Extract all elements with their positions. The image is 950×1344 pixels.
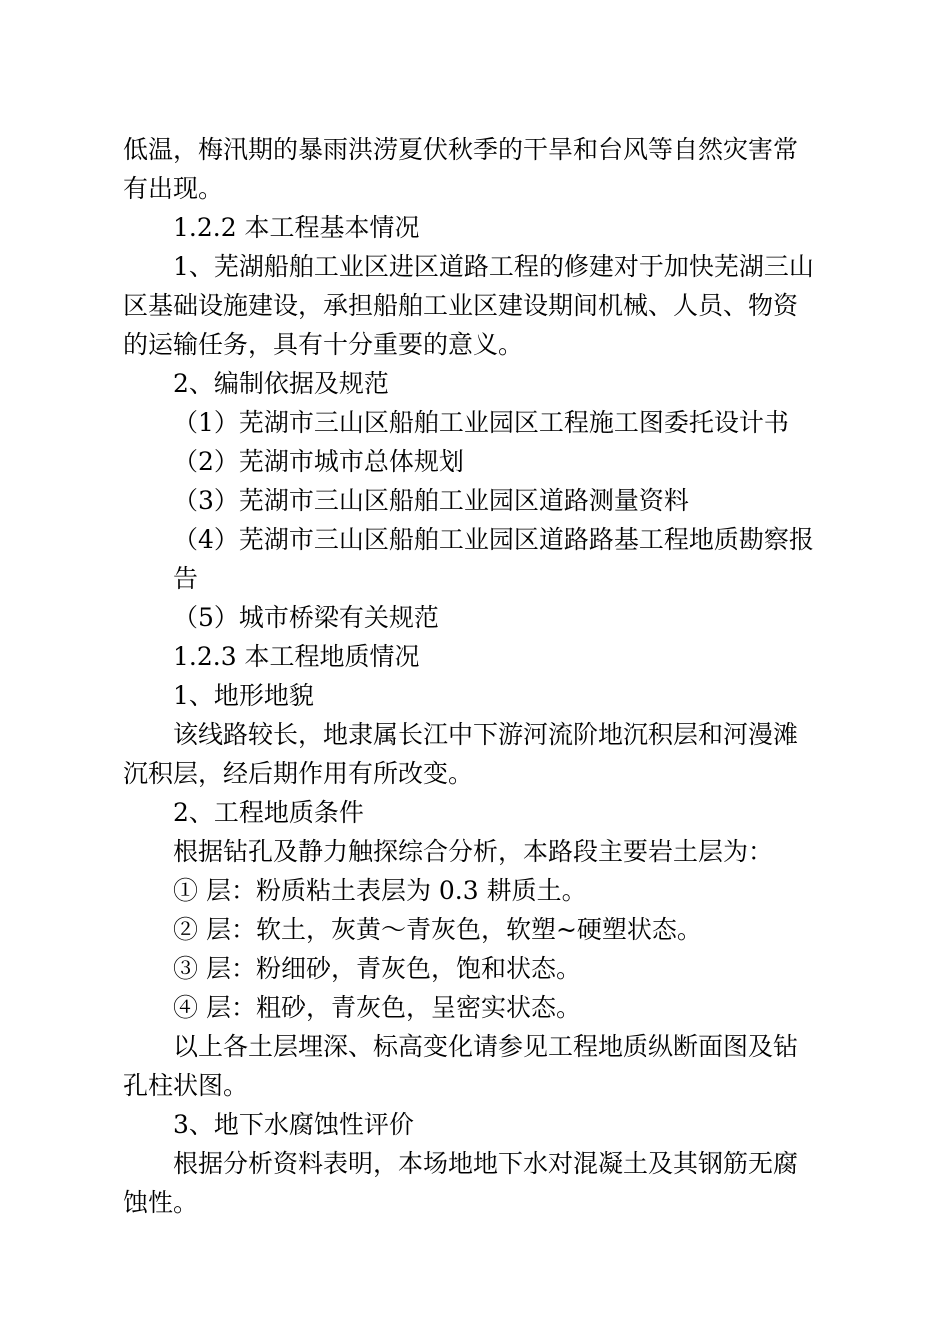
text-line: 1、地形地貌 <box>173 681 314 710</box>
text-line: 根据钻孔及静力触探综合分析，本路段主要岩土层为： <box>173 837 774 866</box>
text-line: 1.2.3 本工程地质情况 <box>173 642 420 671</box>
text-line: （1）芜湖市三山区船舶工业园区工程施工图委托设计书 <box>173 408 789 437</box>
text-line: 根据分析资料表明，本场地地下水对混凝土及其钢筋无腐 <box>173 1149 799 1178</box>
text-line: （5）城市桥梁有关规范 <box>173 603 439 632</box>
text-line: 沉积层，经后期作用有所改变。 <box>123 759 474 788</box>
text-line: 3、地下水腐蚀性评价 <box>173 1110 414 1139</box>
text-line: 1、芜湖船舶工业区进区道路工程的修建对于加快芜湖三山 <box>173 252 814 281</box>
text-line: 低温，梅汛期的暴雨洪涝夏伏秋季的干旱和台风等自然灾害常 <box>123 135 799 164</box>
text-line: ② 层：软土，灰黄～青灰色，软塑~硬塑状态。 <box>173 915 702 944</box>
text-line: 蚀性。 <box>123 1188 199 1217</box>
text-line: 该线路较长，地隶属长江中下游河流阶地沉积层和河漫滩 <box>173 720 799 749</box>
text-line: 2、编制依据及规范 <box>173 369 389 398</box>
text-line: 告 <box>173 564 199 593</box>
text-line: 1.2.2 本工程基本情况 <box>173 213 420 242</box>
document-body <box>123 130 833 1222</box>
text-line: ① 层：粉质粘土表层为 0.3 耕质土。 <box>173 876 587 905</box>
text-line: ④ 层：粗砂，青灰色，呈密实状态。 <box>173 993 581 1022</box>
text-line: （4）芜湖市三山区船舶工业园区道路路基工程地质勘察报 <box>173 525 814 554</box>
text-line: 的运输任务，具有十分重要的意义。 <box>123 330 524 359</box>
text-line: 有出现。 <box>123 174 224 203</box>
text-line: 区基础设施建设，承担船舶工业区建设期间机械、人员、物资 <box>123 291 799 320</box>
text-line: 孔柱状图。 <box>123 1071 249 1100</box>
text-line: （3）芜湖市三山区船舶工业园区道路测量资料 <box>173 486 689 515</box>
text-line: （2）芜湖市城市总体规划 <box>173 447 464 476</box>
text-line: ③ 层：粉细砂，青灰色，饱和状态。 <box>173 954 581 983</box>
text-line: 以上各土层埋深、标高变化请参见工程地质纵断面图及钻 <box>173 1032 799 1061</box>
text-line: 2、工程地质条件 <box>173 798 364 827</box>
